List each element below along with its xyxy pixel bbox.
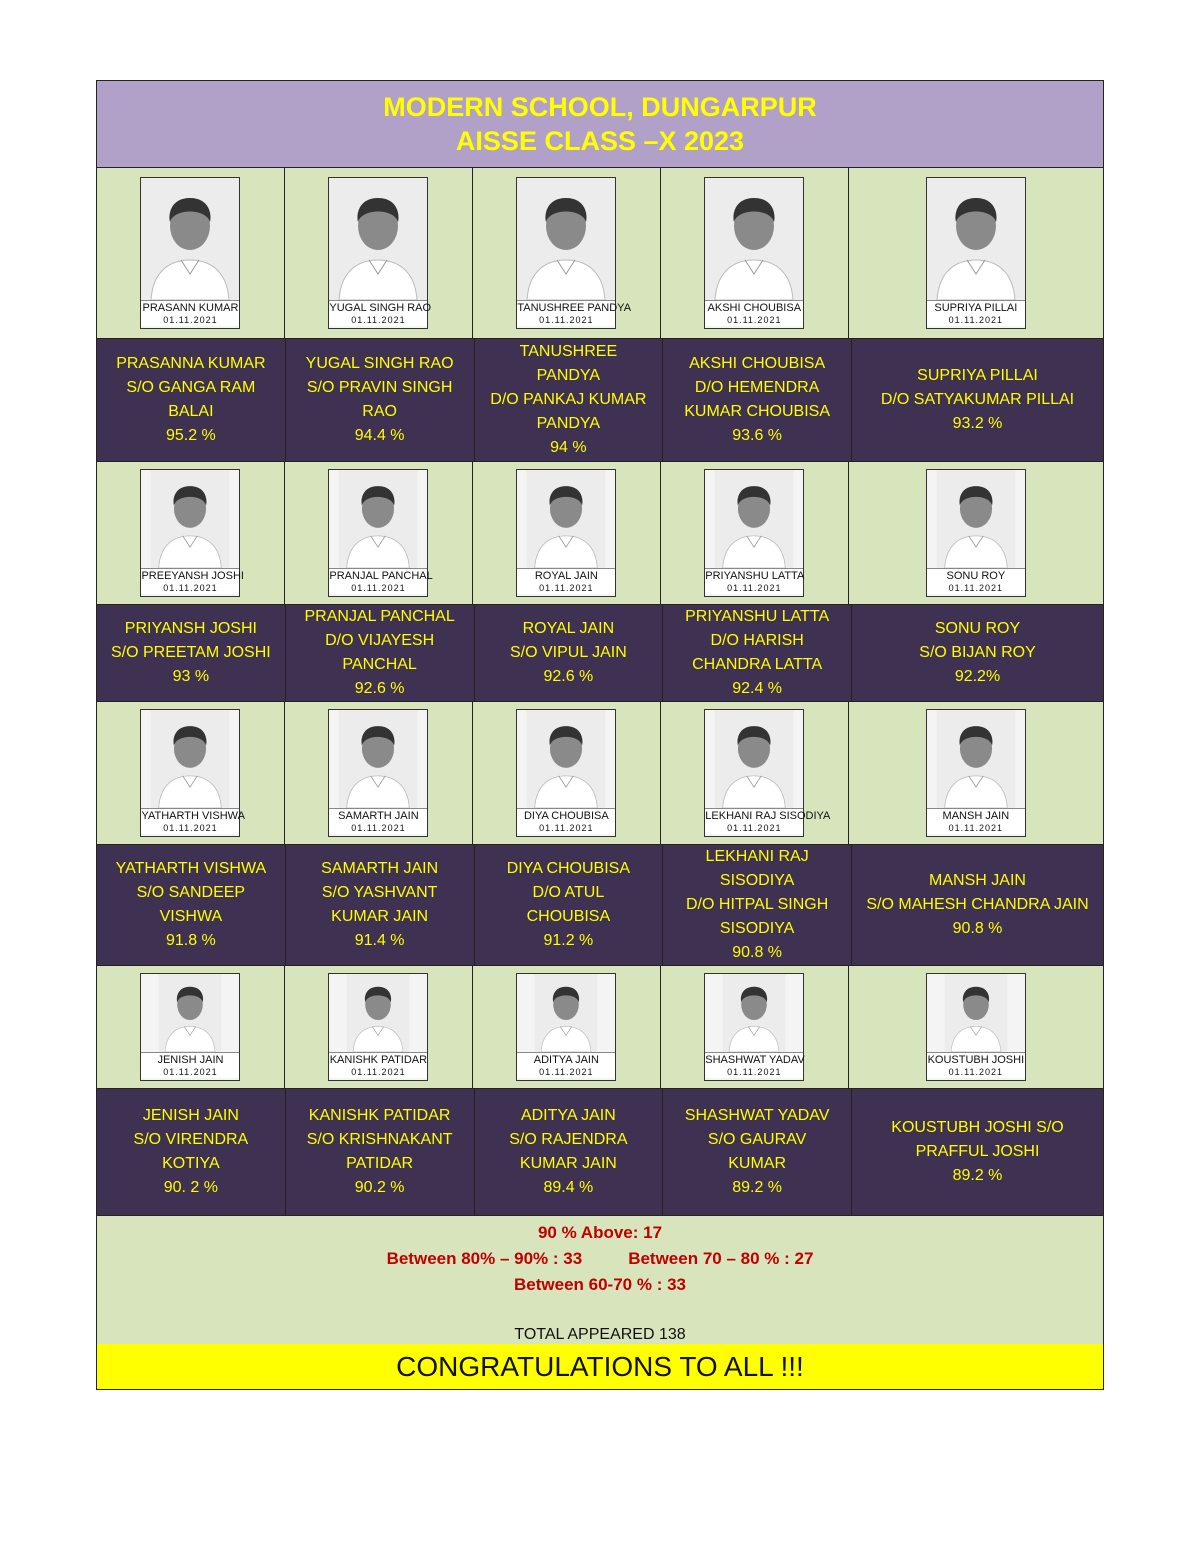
- photo-caption-date: 01.11.2021: [727, 583, 782, 593]
- student-info-line: PANCHAL: [342, 656, 417, 673]
- student-photo-icon: [705, 470, 803, 568]
- photo-cell: [849, 966, 1103, 1088]
- student-info: [97, 339, 286, 461]
- student-info-line: S/O RAJENDRA: [509, 1131, 628, 1148]
- student-info-line: S/O SANDEEP: [136, 884, 246, 901]
- student-percentage: 92.2%: [954, 668, 1001, 685]
- student-photo: [704, 177, 804, 329]
- photo-caption: [517, 568, 615, 594]
- photo-caption-date: 01.11.2021: [351, 1067, 406, 1077]
- photo-caption-date: 01.11.2021: [948, 823, 1004, 833]
- student-info-line: ADITYA JAIN: [520, 1107, 616, 1124]
- student-info: [97, 605, 286, 701]
- student-photo-icon: [329, 178, 427, 300]
- student-info-line: YUGAL SINGH RAO: [305, 355, 454, 372]
- student-info: [97, 845, 286, 965]
- photo-cell: [97, 462, 285, 604]
- total-appeared: TOTAL APPEARED 138: [514, 1326, 686, 1343]
- student-info-line: AKSHI CHOUBISA: [689, 355, 826, 372]
- student-info-line: KUMAR: [728, 1155, 787, 1172]
- student-percentage: 92.4 %: [732, 680, 783, 697]
- student-info: [852, 339, 1103, 461]
- student-photo-icon: [927, 470, 1025, 568]
- photo-cell: [661, 168, 849, 338]
- photo-cell: [473, 462, 661, 604]
- student-info-line: S/O VIPUL JAIN: [509, 644, 627, 661]
- student-info-line: LEKHANI RAJ: [705, 848, 809, 865]
- student-info-line: S/O BIJAN ROY: [919, 644, 1036, 661]
- photo-cell: [285, 702, 473, 844]
- student-photo-icon: [927, 974, 1025, 1052]
- photo-caption-date: 01.11.2021: [163, 823, 218, 833]
- student-info-line: VISHWA: [159, 908, 223, 925]
- photo-caption-date: 01.11.2021: [351, 583, 406, 593]
- info-row: [97, 1089, 1103, 1216]
- photo-caption-name: SHASHWAT YADAV: [705, 1054, 805, 1066]
- photo-cell: [473, 168, 661, 338]
- student-info-line: CHANDRA LATTA: [692, 656, 823, 673]
- student-photo-icon: [705, 710, 803, 808]
- student-info-line: ROYAL JAIN: [522, 620, 615, 637]
- student-percentage: 90. 2 %: [163, 1179, 218, 1196]
- student-info: [663, 339, 852, 461]
- photo-caption-date: 01.11.2021: [351, 315, 406, 325]
- photo-caption-name: SUPRIYA PILLAI: [934, 302, 1018, 314]
- student-photo-icon: [705, 178, 803, 300]
- summary-70-80: Between 70 – 80 % : 27: [628, 1249, 814, 1268]
- student-info-line: D/O SATYAKUMAR PILLAI: [880, 391, 1075, 408]
- student-percentage: 91.4 %: [354, 932, 405, 949]
- photo-caption-date: 01.11.2021: [351, 823, 406, 833]
- photo-caption-name: KOUSTUBH JOSHI: [927, 1054, 1025, 1066]
- photo-caption: [329, 300, 432, 326]
- student-photo-icon: [517, 974, 615, 1052]
- student-info-line: KANISHK PATIDAR: [308, 1107, 451, 1124]
- student-info: [475, 1089, 664, 1215]
- summary-60-70: Between 60-70 % : 33: [514, 1275, 686, 1294]
- photo-caption: [517, 1052, 615, 1078]
- summary-section: [97, 1216, 1103, 1344]
- photo-caption-name: SAMARTH JAIN: [338, 810, 419, 822]
- photo-caption: [329, 568, 433, 594]
- photo-caption-name: KANISHK PATIDAR: [329, 1054, 428, 1066]
- student-percentage: 92.6 %: [543, 668, 594, 685]
- student-percentage: 93 %: [172, 668, 210, 685]
- student-info: [286, 605, 475, 701]
- student-photo-icon: [329, 710, 427, 808]
- student-photo-icon: [141, 178, 239, 300]
- student-info-line: TANUSHREE: [519, 343, 618, 360]
- student-info-line: S/O MAHESH CHANDRA JAIN: [866, 896, 1089, 913]
- student-info-line: JENISH JAIN: [142, 1107, 239, 1124]
- photo-cell: [97, 966, 285, 1088]
- student-info-line: MANSH JAIN: [929, 872, 1026, 889]
- photo-row: [97, 702, 1103, 845]
- student-info-line: KOUSTUBH JOSHI S/O: [891, 1119, 1064, 1136]
- student-info: [475, 605, 664, 701]
- student-info: [286, 339, 475, 461]
- photo-cell: [849, 168, 1103, 338]
- student-info-line: PANDYA: [536, 415, 601, 432]
- photo-caption: [705, 1052, 803, 1078]
- student-info-line: SONU ROY: [934, 620, 1021, 637]
- student-photo: [704, 709, 831, 837]
- student-info: [852, 1089, 1103, 1215]
- student-photo: [926, 177, 1026, 329]
- photo-caption: [705, 808, 831, 834]
- student-photo-icon: [141, 710, 239, 808]
- student-info: [852, 845, 1103, 965]
- photo-cell: [849, 462, 1103, 604]
- photo-caption: [517, 300, 632, 326]
- results-sheet: [96, 80, 1104, 1390]
- photo-caption-date: 01.11.2021: [163, 583, 218, 593]
- photo-caption-name: JENISH JAIN: [157, 1054, 224, 1066]
- student-info-line: D/O PANKAJ KUMAR: [490, 391, 647, 408]
- student-photo: [140, 469, 244, 597]
- student-info-line: S/O YASHVANT: [321, 884, 438, 901]
- student-photo-icon: [927, 710, 1025, 808]
- photo-row: [97, 168, 1103, 339]
- photo-caption-date: 01.11.2021: [539, 583, 594, 593]
- exam-title: AISSE CLASS –X 2023: [455, 126, 745, 156]
- photo-caption: [329, 808, 427, 834]
- photo-caption-date: 01.11.2021: [539, 315, 594, 325]
- info-row: [97, 845, 1103, 966]
- photo-caption-date: 01.11.2021: [163, 1067, 218, 1077]
- student-info-line: SHASHWAT YADAV: [684, 1107, 830, 1124]
- student-photo: [516, 469, 616, 597]
- student-info-line: PRIYANSH JOSHI: [124, 620, 257, 637]
- photo-caption: [329, 1052, 427, 1078]
- student-percentage: 93.2 %: [952, 415, 1003, 432]
- photo-caption: [517, 808, 615, 834]
- student-info-line: S/O GANGA RAM: [126, 379, 256, 396]
- photo-cell: [97, 702, 285, 844]
- photo-caption-name: TANUSHREE PANDYA: [517, 302, 632, 314]
- student-percentage: 95.2 %: [165, 427, 216, 444]
- student-info-line: PRAFFUL JOSHI: [915, 1143, 1040, 1160]
- student-photo-icon: [705, 974, 803, 1052]
- info-row: [97, 605, 1103, 702]
- photo-cell: [849, 702, 1103, 844]
- congratulations-banner: CONGRATULATIONS TO ALL !!!: [97, 1344, 1103, 1389]
- student-info-line: D/O HITPAL SINGH: [686, 896, 829, 913]
- student-info-line: YATHARTH VISHWA: [115, 860, 267, 877]
- photo-caption-name: PRIYANSHU LATTA: [705, 570, 805, 582]
- student-info: [663, 1089, 852, 1215]
- student-info-line: S/O VIRENDRA: [133, 1131, 249, 1148]
- student-photo-icon: [329, 974, 427, 1052]
- student-photo: [328, 973, 428, 1081]
- student-info: [663, 605, 852, 701]
- student-info-line: DIYA CHOUBISA: [506, 860, 631, 877]
- student-percentage: 89.2 %: [732, 1179, 783, 1196]
- student-percentage: 94 %: [550, 439, 587, 456]
- photo-caption: [141, 1052, 239, 1078]
- photo-cell: [285, 168, 473, 338]
- student-percentage: 91.8 %: [165, 932, 216, 949]
- student-info: [97, 1089, 286, 1215]
- photo-caption-name: AKSHI CHOUBISA: [707, 302, 802, 314]
- photo-cell: [285, 462, 473, 604]
- summary-80-70-line: [97, 1246, 1103, 1272]
- student-percentage: 90.8 %: [952, 920, 1003, 937]
- student-photo-icon: [517, 470, 615, 568]
- photo-caption-name: ADITYA JAIN: [533, 1054, 599, 1066]
- photo-caption-date: 01.11.2021: [539, 823, 594, 833]
- photo-cell: [473, 966, 661, 1088]
- photo-caption: [705, 300, 803, 326]
- student-percentage: 91.2 %: [543, 932, 594, 949]
- photo-caption-name: ROYAL JAIN: [534, 570, 598, 582]
- student-photo: [516, 973, 616, 1081]
- student-percentage: 89.4 %: [543, 1179, 594, 1196]
- info-row: [97, 339, 1103, 462]
- student-info: [663, 845, 852, 965]
- photo-caption: [927, 808, 1025, 834]
- student-photo-icon: [517, 710, 615, 808]
- photo-caption-date: 01.11.2021: [727, 823, 782, 833]
- photo-caption: [927, 568, 1025, 594]
- student-info-line: S/O PRAVIN SINGH: [306, 379, 453, 396]
- student-info-line: PRIYANSHU LATTA: [685, 608, 830, 625]
- student-info-line: PRANJAL PANCHAL: [304, 608, 455, 625]
- student-photo: [140, 973, 240, 1081]
- photo-caption: [927, 300, 1025, 326]
- student-info-line: KOTIYA: [162, 1155, 220, 1172]
- student-info-line: S/O KRISHNAKANT: [306, 1131, 453, 1148]
- photo-caption: [141, 300, 239, 326]
- student-info-line: SAMARTH JAIN: [321, 860, 439, 877]
- photo-caption-name: DIYA CHOUBISA: [523, 810, 609, 822]
- student-info-line: S/O GAURAV: [707, 1131, 807, 1148]
- summary-80-90: Between 80% – 90% : 33: [386, 1249, 583, 1268]
- photo-cell: [285, 966, 473, 1088]
- photo-row: [97, 966, 1103, 1089]
- student-percentage: 89.2 %: [952, 1167, 1003, 1184]
- student-info-line: PANDYA: [536, 367, 601, 384]
- photo-caption-date: 01.11.2021: [948, 1067, 1004, 1077]
- student-photo-icon: [141, 470, 239, 568]
- student-photo: [140, 709, 245, 837]
- student-photo: [926, 469, 1026, 597]
- photo-caption: [927, 1052, 1025, 1078]
- student-photo: [704, 469, 804, 597]
- student-photo: [328, 709, 428, 837]
- photo-cell: [97, 168, 285, 338]
- student-photo: [926, 709, 1026, 837]
- student-photo: [516, 177, 632, 329]
- student-photo: [926, 973, 1026, 1081]
- student-photo: [140, 177, 240, 329]
- photo-caption-name: PRASANN KUMAR: [142, 302, 239, 314]
- student-photo: [704, 973, 804, 1081]
- photo-row: [97, 462, 1103, 605]
- student-info: [286, 845, 475, 965]
- student-percentage: 94.4 %: [354, 427, 405, 444]
- student-photo: [516, 709, 616, 837]
- student-photo-icon: [329, 470, 427, 568]
- photo-caption-name: YATHARTH VISHWA: [141, 810, 245, 822]
- student-percentage: 90.2 %: [354, 1179, 405, 1196]
- student-info-line: PRASANNA KUMAR: [116, 355, 266, 372]
- student-info-line: KUMAR CHOUBISA: [684, 403, 831, 420]
- student-info-line: D/O ATUL: [532, 884, 605, 901]
- student-info-line: KUMAR JAIN: [331, 908, 429, 925]
- photo-caption-date: 01.11.2021: [727, 315, 782, 325]
- photo-caption: [141, 808, 245, 834]
- student-info: [475, 845, 664, 965]
- school-title: MODERN SCHOOL, DUNGARPUR: [383, 92, 817, 122]
- student-info-line: D/O HARISH: [710, 632, 804, 649]
- student-info-line: SISODIYA: [719, 920, 795, 937]
- student-grid: [97, 168, 1103, 1216]
- photo-caption-date: 01.11.2021: [163, 315, 218, 325]
- student-info-line: PATIDAR: [346, 1155, 414, 1172]
- student-info-line: RAO: [362, 403, 397, 420]
- summary-above-90: 90 % Above: 17: [537, 1223, 663, 1242]
- student-info: [852, 605, 1103, 701]
- photo-caption-name: SONU ROY: [946, 570, 1006, 582]
- photo-cell: [661, 702, 849, 844]
- photo-caption-name: YUGAL SINGH RAO: [329, 302, 432, 314]
- photo-caption-name: PREEYANSH JOSHI: [141, 570, 244, 582]
- photo-cell: [661, 462, 849, 604]
- photo-caption-date: 01.11.2021: [539, 1067, 594, 1077]
- student-info: [286, 1089, 475, 1215]
- student-photo: [328, 177, 432, 329]
- student-percentage: 92.6 %: [354, 680, 405, 697]
- photo-caption-name: PRANJAL PANCHAL: [329, 570, 433, 582]
- photo-caption-date: 01.11.2021: [727, 1067, 782, 1077]
- photo-cell: [473, 702, 661, 844]
- student-info-line: SISODIYA: [719, 872, 795, 889]
- student-photo-icon: [927, 178, 1025, 300]
- student-info: [475, 339, 664, 461]
- student-info-line: BALAI: [168, 403, 214, 420]
- student-info-line: D/O HEMENDRA: [694, 379, 820, 396]
- photo-caption-date: 01.11.2021: [948, 583, 1004, 593]
- photo-caption: [705, 568, 803, 594]
- student-photo-icon: [141, 974, 239, 1052]
- photo-caption-date: 01.11.2021: [948, 315, 1004, 325]
- photo-caption-name: LEKHANI RAJ SISODIYA: [705, 810, 831, 822]
- student-info-line: KUMAR JAIN: [519, 1155, 617, 1172]
- student-percentage: 90.8 %: [732, 944, 783, 961]
- student-photo: [328, 469, 433, 597]
- student-info-line: SUPRIYA PILLAI: [917, 367, 1038, 384]
- page-header: [97, 81, 1103, 168]
- student-percentage: 93.6 %: [732, 427, 783, 444]
- photo-caption-name: MANSH JAIN: [942, 810, 1010, 822]
- photo-caption: [141, 568, 244, 594]
- student-info-line: S/O PREETAM JOSHI: [111, 644, 271, 661]
- student-info-line: CHOUBISA: [526, 908, 611, 925]
- photo-cell: [661, 966, 849, 1088]
- student-info-line: D/O VIJAYESH: [325, 632, 435, 649]
- student-photo-icon: [517, 178, 615, 300]
